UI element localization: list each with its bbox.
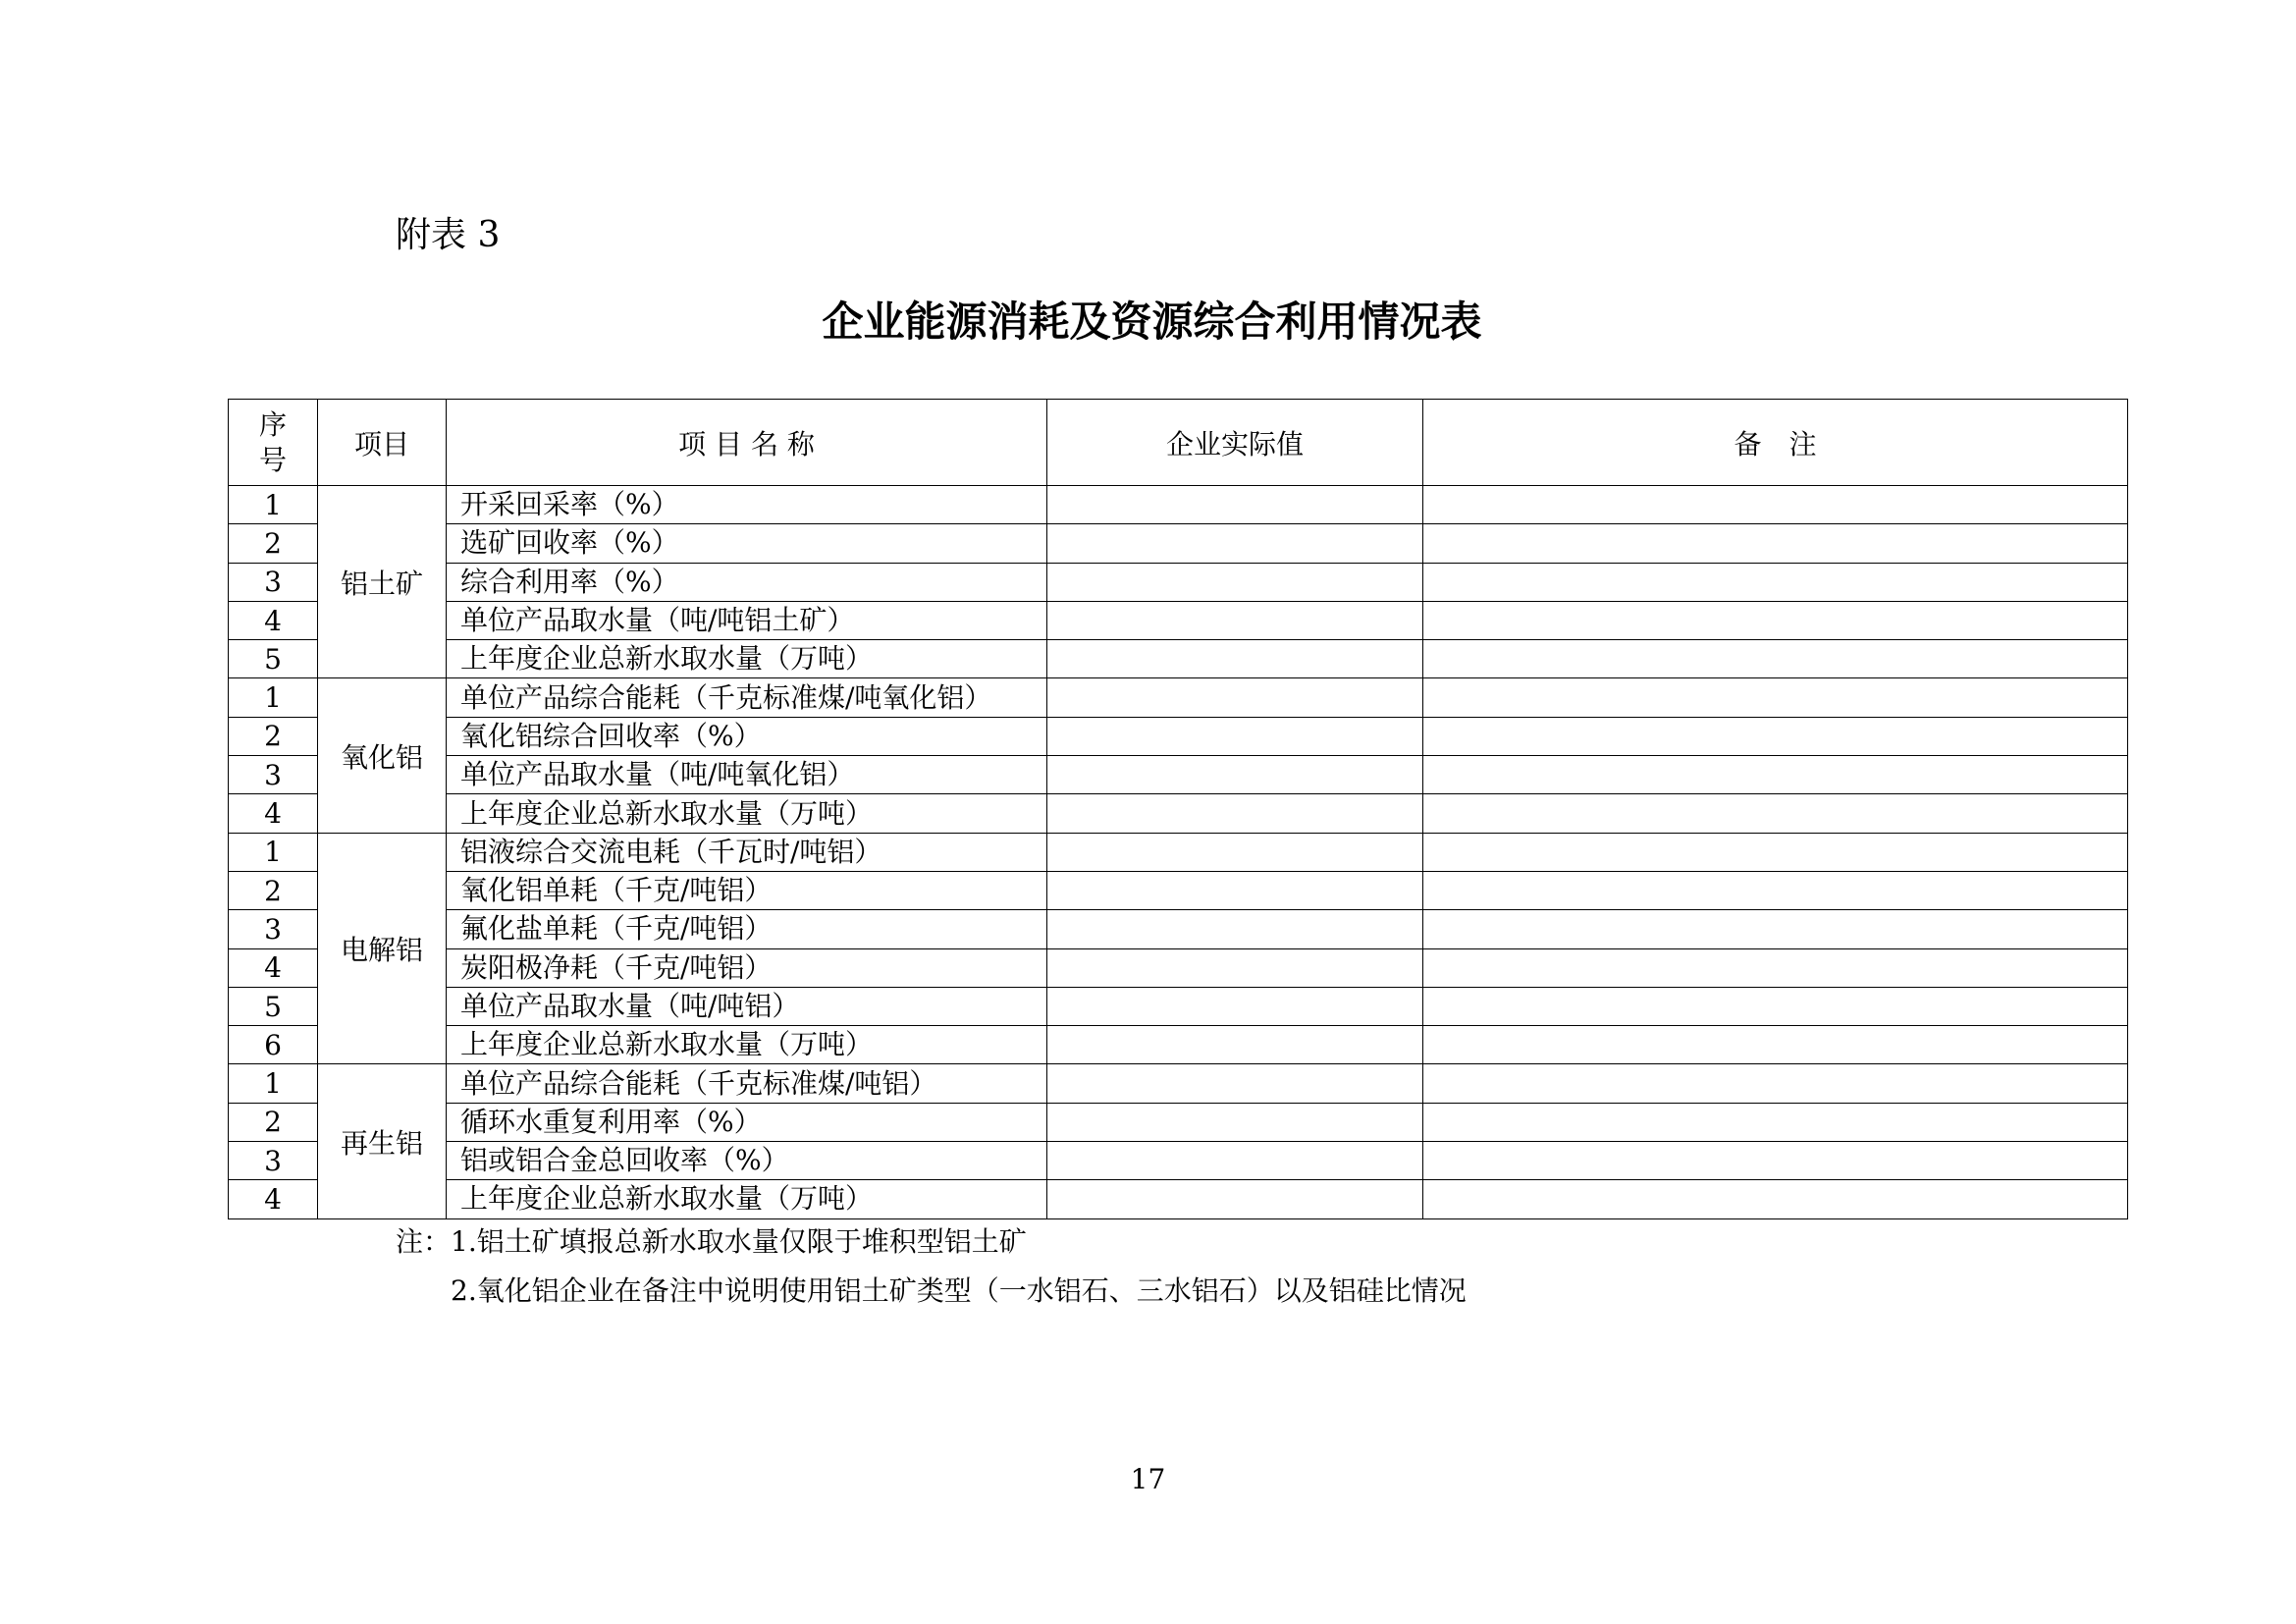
table-row bbox=[229, 1180, 2128, 1218]
row-actual-value bbox=[1047, 640, 1423, 678]
table-row bbox=[229, 640, 2128, 678]
row-item-name: 单位产品综合能耗（千克标准煤/吨氧化铝） bbox=[447, 678, 1047, 717]
row-remark bbox=[1423, 910, 2128, 948]
row-actual-value bbox=[1047, 833, 1423, 871]
row-actual-value bbox=[1047, 1180, 1423, 1218]
row-actual-value bbox=[1047, 486, 1423, 524]
row-seq: 2 bbox=[229, 871, 318, 909]
row-remark bbox=[1423, 987, 2128, 1025]
row-seq: 5 bbox=[229, 987, 318, 1025]
row-item-name: 选矿回收率（%） bbox=[447, 524, 1047, 563]
row-seq: 2 bbox=[229, 717, 318, 755]
row-actual-value bbox=[1047, 678, 1423, 717]
row-seq: 5 bbox=[229, 640, 318, 678]
row-remark bbox=[1423, 1064, 2128, 1103]
row-seq: 2 bbox=[229, 1103, 318, 1141]
row-item-name: 上年度企业总新水取水量（万吨） bbox=[447, 1026, 1047, 1064]
row-remark bbox=[1423, 717, 2128, 755]
table-header-row bbox=[229, 400, 2128, 486]
row-group: 氧化铝 bbox=[318, 678, 447, 833]
row-actual-value bbox=[1047, 756, 1423, 794]
row-remark bbox=[1423, 1142, 2128, 1180]
row-remark bbox=[1423, 640, 2128, 678]
row-group: 再生铝 bbox=[318, 1064, 447, 1218]
row-actual-value bbox=[1047, 601, 1423, 639]
row-item-name: 开采回采率（%） bbox=[447, 486, 1047, 524]
row-seq: 2 bbox=[229, 524, 318, 563]
row-remark bbox=[1423, 1026, 2128, 1064]
row-actual-value bbox=[1047, 1142, 1423, 1180]
row-group: 电解铝 bbox=[318, 833, 447, 1064]
table-row bbox=[229, 1064, 2128, 1103]
row-actual-value bbox=[1047, 717, 1423, 755]
row-item-name: 循环水重复利用率（%） bbox=[447, 1103, 1047, 1141]
page-number: 17 bbox=[1130, 1463, 1166, 1495]
row-actual-value bbox=[1047, 871, 1423, 909]
row-item-name: 氧化铝单耗（千克/吨铝） bbox=[447, 871, 1047, 909]
header-item-name: 项 目 名 称 bbox=[447, 400, 1047, 486]
row-seq: 3 bbox=[229, 910, 318, 948]
table-row bbox=[229, 871, 2128, 909]
header-remarks: 备 注 bbox=[1423, 400, 2128, 486]
table-row bbox=[229, 987, 2128, 1025]
row-remark bbox=[1423, 871, 2128, 909]
row-remark bbox=[1423, 1103, 2128, 1141]
table-row bbox=[229, 1103, 2128, 1141]
row-seq: 1 bbox=[229, 1064, 318, 1103]
note-2: 2.氧化铝企业在备注中说明使用铝土矿类型（一水铝石、三水铝石）以及铝硅比情况 bbox=[451, 1274, 1467, 1307]
notes bbox=[396, 1218, 1467, 1316]
table-row bbox=[229, 486, 2128, 524]
row-group: 铝土矿 bbox=[318, 486, 447, 678]
table-row bbox=[229, 1026, 2128, 1064]
table-row bbox=[229, 563, 2128, 601]
table-row bbox=[229, 601, 2128, 639]
row-remark bbox=[1423, 563, 2128, 601]
table-row bbox=[229, 717, 2128, 755]
row-item-name: 上年度企业总新水取水量（万吨） bbox=[447, 640, 1047, 678]
row-actual-value bbox=[1047, 524, 1423, 563]
row-seq: 3 bbox=[229, 563, 318, 601]
row-item-name: 上年度企业总新水取水量（万吨） bbox=[447, 1180, 1047, 1218]
row-item-name: 单位产品综合能耗（千克标准煤/吨铝） bbox=[447, 1064, 1047, 1103]
row-item-name: 铝液综合交流电耗（千瓦时/吨铝） bbox=[447, 833, 1047, 871]
row-remark bbox=[1423, 678, 2128, 717]
row-remark bbox=[1423, 756, 2128, 794]
row-remark bbox=[1423, 601, 2128, 639]
row-item-name: 炭阳极净耗（千克/吨铝） bbox=[447, 948, 1047, 987]
table-row bbox=[229, 833, 2128, 871]
row-remark bbox=[1423, 833, 2128, 871]
appendix-label: 附表 3 bbox=[396, 215, 501, 255]
row-actual-value bbox=[1047, 987, 1423, 1025]
row-remark bbox=[1423, 486, 2128, 524]
row-remark bbox=[1423, 1180, 2128, 1218]
row-item-name: 上年度企业总新水取水量（万吨） bbox=[447, 794, 1047, 833]
row-actual-value bbox=[1047, 794, 1423, 833]
header-seq-line2: 号 bbox=[258, 443, 287, 476]
row-item-name: 单位产品取水量（吨/吨铝土矿） bbox=[447, 601, 1047, 639]
row-item-name: 单位产品取水量（吨/吨氧化铝） bbox=[447, 756, 1047, 794]
row-remark bbox=[1423, 948, 2128, 987]
row-seq: 4 bbox=[229, 601, 318, 639]
row-seq: 4 bbox=[229, 794, 318, 833]
row-seq: 3 bbox=[229, 1142, 318, 1180]
table-row bbox=[229, 756, 2128, 794]
row-actual-value bbox=[1047, 1026, 1423, 1064]
header-seq-line1: 序 bbox=[258, 407, 287, 441]
row-item-name: 铝或铝合金总回收率（%） bbox=[447, 1142, 1047, 1180]
table-body bbox=[229, 486, 2128, 1219]
row-seq: 4 bbox=[229, 948, 318, 987]
row-seq: 4 bbox=[229, 1180, 318, 1218]
row-item-name: 单位产品取水量（吨/吨铝） bbox=[447, 987, 1047, 1025]
row-remark bbox=[1423, 524, 2128, 563]
row-item-name: 氧化铝综合回收率（%） bbox=[447, 717, 1047, 755]
row-actual-value bbox=[1047, 1103, 1423, 1141]
row-actual-value bbox=[1047, 948, 1423, 987]
header-actual-value: 企业实际值 bbox=[1047, 400, 1423, 486]
row-actual-value bbox=[1047, 1064, 1423, 1103]
row-remark bbox=[1423, 794, 2128, 833]
header-seq bbox=[229, 400, 318, 486]
row-item-name: 氟化盐单耗（千克/吨铝） bbox=[447, 910, 1047, 948]
table-row bbox=[229, 1142, 2128, 1180]
row-seq: 6 bbox=[229, 1026, 318, 1064]
table-row bbox=[229, 678, 2128, 717]
row-actual-value bbox=[1047, 563, 1423, 601]
row-seq: 1 bbox=[229, 486, 318, 524]
note-1: 注：1.铝土矿填报总新水取水量仅限于堆积型铝土矿 bbox=[396, 1225, 1027, 1258]
page-title: 企业能源消耗及资源综合利用情况表 bbox=[822, 298, 1482, 346]
row-actual-value bbox=[1047, 910, 1423, 948]
table-row bbox=[229, 910, 2128, 948]
header-project: 项目 bbox=[318, 400, 447, 486]
row-seq: 3 bbox=[229, 756, 318, 794]
energy-resource-table bbox=[228, 399, 2128, 1219]
row-seq: 1 bbox=[229, 678, 318, 717]
table-row bbox=[229, 794, 2128, 833]
table-row bbox=[229, 524, 2128, 563]
table-row bbox=[229, 948, 2128, 987]
row-seq: 1 bbox=[229, 833, 318, 871]
row-item-name: 综合利用率（%） bbox=[447, 563, 1047, 601]
